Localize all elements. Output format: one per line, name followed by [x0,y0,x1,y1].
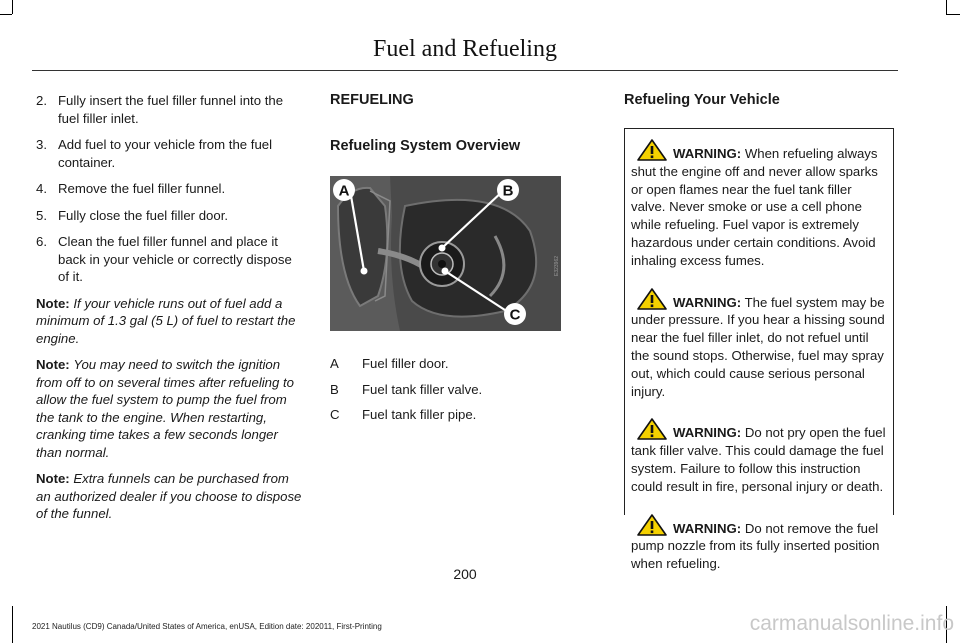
step-text: Add fuel to your vehicle from the fuel container. [58,137,273,170]
legend-key: B [330,381,339,397]
list-item [36,136,306,171]
warning-triangle-icon [637,139,667,161]
warning-item [625,408,893,495]
legend-text: Fuel tank filler pipe. [362,407,477,422]
figure-legend [330,355,560,432]
legend-key: A [330,356,339,371]
section-title: REFUELING [330,92,414,108]
warning-triangle-icon [637,514,667,536]
legend-text: Fuel filler door. [362,356,449,371]
crop-mark [0,14,12,15]
step-number: 3. [36,137,47,152]
list-item [36,207,306,225]
legend-row [330,355,560,373]
step-text: Clean the fuel filler funnel and place it back in your vehicle or correctly dispose of it. [58,234,292,284]
column-2 [330,92,570,422]
note-label: Note: [36,471,70,486]
warning-text: When refueling always shut the engine off and never allow sparks or open flames near the fuel tank filler valve. Never smoke or use a cell phone while refueling. Fuel vapor is extremely hazardous under certain conditions. Avoid inhaling excess fumes. [631,146,878,268]
steps-list [36,92,306,286]
step-text: Fully close the fuel filler door. [58,207,229,223]
warning-label: WARNING: [673,425,742,441]
step-number: 2. [36,93,47,108]
list-item [36,233,306,286]
warning-text: Do not pry open the fuel tank filler valve. This could damage the fuel system. Failure to follow this instruction could result in fire, personal injury or death. [631,425,886,494]
crop-mark [12,0,13,14]
column-3 [624,92,894,572]
header-rule [32,70,898,71]
warning-label: WARNING: [673,520,742,536]
watermark-logo: carmanualsonline.info [749,612,954,635]
warning-item [625,504,893,573]
figure-code: E323962 [554,255,560,276]
warning-triangle-icon [637,418,667,440]
crop-mark [946,0,947,14]
subsection-title: Refueling System Overview [330,138,521,154]
fuel-filler-illustration [330,176,561,331]
note [36,470,306,523]
step-number: 5. [36,207,47,223]
crop-mark [12,606,13,643]
callout-c: C [509,306,521,324]
step-number: 6. [36,234,47,249]
legend-key: C [330,407,340,422]
column-1 [36,92,306,532]
step-number: 4. [36,181,47,196]
note-label: Note: [36,295,70,311]
warnings-box [624,128,894,572]
warning-label: WARNING: [673,294,742,310]
note [36,295,306,348]
note [36,356,306,461]
list-item [36,180,306,198]
warning-triangle-icon [637,288,667,310]
warning-text: Do not remove the fuel pump nozzle from its fully inserted position when refueling. [631,520,880,572]
legend-text: Fuel tank filler valve. [362,381,483,397]
warning-label: WARNING: [673,146,742,161]
step-text: Remove the fuel filler funnel. [58,181,226,196]
page-number: 200 [453,566,477,582]
warning-item [625,129,893,270]
note-label: Note: [36,357,70,372]
footer-text: 2021 Nautilus (CD9) Canada/United States of America, enUSA, Edition date: 202011, First-Printing [32,622,382,631]
legend-row [330,381,560,399]
legend-row [330,406,560,424]
warning-text: The fuel system may be under pressure. If you hear a hissing sound near the fuel filler inlet, do not refuel until the sound stops. Otherwise, fuel may spray out, which could cause serious personal injury. [631,294,885,399]
note-text: You may need to switch the ignition from off to on several times after refueling to allow the fuel system to pump the fuel from the tank to the engine. When restarting, cranking time takes a few seconds longer than normal. [36,357,295,460]
crop-mark [946,14,960,15]
warning-item [625,278,893,401]
list-item [36,92,306,127]
section-title: Refueling Your Vehicle [624,92,780,108]
note-text: If your vehicle runs out of fuel add a minimum of 1.3 gal (5 L) of fuel to restart the engine. [36,295,296,346]
fuel-system-figure [330,176,561,331]
note-text: Extra funnels can be purchased from an authorized dealer if you choose to dispose of the funnel. [36,471,302,521]
callout-a: A [338,182,350,200]
step-text: Fully insert the fuel filler funnel into the fuel filler inlet. [58,93,284,126]
callout-b: B [502,182,514,200]
page-title: Fuel and Refueling [373,36,557,62]
